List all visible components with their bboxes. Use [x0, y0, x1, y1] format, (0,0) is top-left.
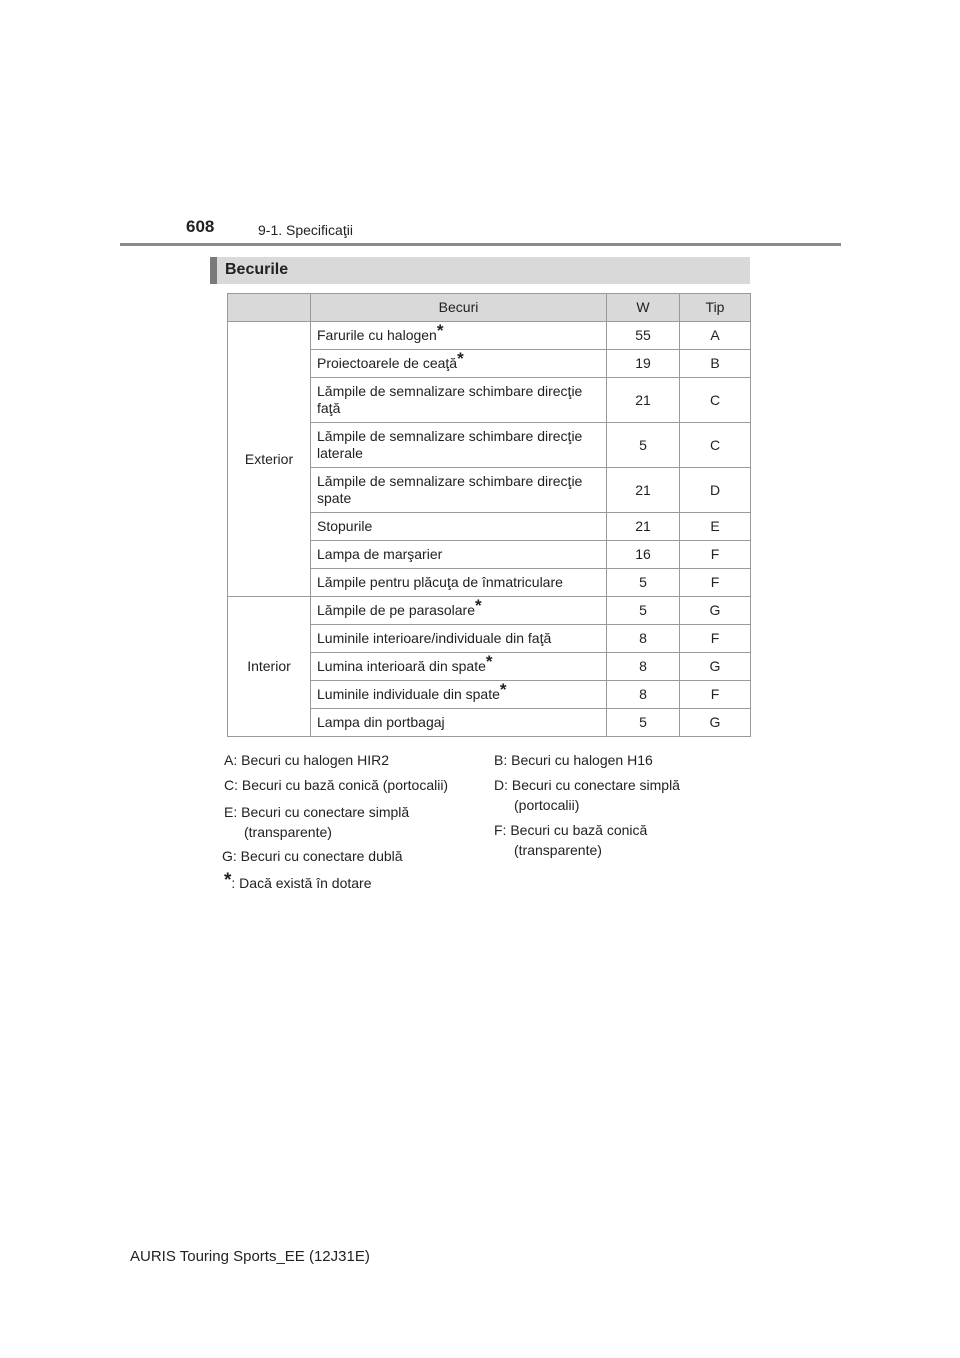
bulb-watts: 5 [607, 423, 680, 468]
asterisk-icon: * [224, 870, 232, 891]
bulb-name: Lumina interioară din spate* [311, 653, 607, 681]
bulb-watts: 21 [607, 378, 680, 423]
legend-d-line2: (portocalii) [514, 797, 580, 813]
bulb-name: Luminile individuale din spate* [311, 681, 607, 709]
bulb-name: Lampa din portbagaj [311, 709, 607, 737]
bulb-watts: 55 [607, 322, 680, 350]
bulb-watts: 8 [607, 625, 680, 653]
bulb-name: Lampa de marşarier [311, 541, 607, 569]
header-bulbs: Becuri [311, 294, 607, 322]
asterisk-icon: * [457, 349, 464, 368]
legend-f-line2: (transparente) [514, 842, 602, 858]
header-empty [228, 294, 311, 322]
asterisk-icon: * [499, 680, 507, 699]
asterisk-icon: * [475, 596, 482, 615]
legend-e-line1: E: Becuri cu conectare simplă [224, 804, 410, 820]
bulb-type: G [680, 597, 751, 625]
table-header-row [228, 294, 751, 322]
bulb-name: Lămpile de semnalizare schimbare direcţie faţă [311, 378, 607, 423]
bulb-type: C [680, 378, 751, 423]
asterisk-icon: * [436, 321, 444, 340]
footnote [224, 870, 371, 892]
bulb-name: Lămpile de pe parasolare* [311, 597, 607, 625]
bulbs-table [227, 293, 751, 737]
header-type: Tip [680, 294, 751, 322]
asterisk-icon: * [485, 652, 493, 671]
legend-d [494, 775, 680, 815]
legend-c: C: Becuri cu bază conică (portocalii) [224, 777, 449, 793]
legend-b: B: Becuri cu halogen H16 [494, 752, 653, 768]
bulb-watts: 16 [607, 541, 680, 569]
table-row [228, 322, 751, 350]
bulb-name: Lămpile de semnalizare schimbare direcţie laterale [311, 423, 607, 468]
bulb-name: Proiectoarele de ceaţă* [311, 350, 607, 378]
bulb-type: F [680, 569, 751, 597]
legend-d-line1: D: Becuri cu conectare simplă [494, 777, 680, 793]
bulb-watts: 5 [607, 709, 680, 737]
bulb-name: Luminile interioare/individuale din faţă [311, 625, 607, 653]
bulb-watts: 19 [607, 350, 680, 378]
bulb-name: Lămpile de semnalizare schimbare direcţie spate [311, 468, 607, 513]
group-interior: Interior [228, 597, 311, 737]
bulb-type: E [680, 513, 751, 541]
legend-g: G: Becuri cu conectare dublă [222, 848, 403, 864]
header-watts: W [607, 294, 680, 322]
footnote-text: : Dacă există în dotare [231, 875, 372, 891]
table-title: Becurile [225, 261, 289, 278]
bulb-type: G [680, 709, 751, 737]
legend-f-line1: F: Becuri cu bază conică [494, 822, 648, 838]
bulb-type: G [680, 653, 751, 681]
bulb-name: Lămpile pentru plăcuţa de înmatriculare [311, 569, 607, 597]
bulb-watts: 5 [607, 597, 680, 625]
bulb-watts: 21 [607, 513, 680, 541]
footer-model: AURIS Touring Sports_EE (12J31E) [130, 1248, 370, 1265]
bulb-watts: 5 [607, 569, 680, 597]
table-title-bar [210, 257, 750, 284]
bulb-name: Farurile cu halogen* [311, 322, 607, 350]
bulb-watts: 8 [607, 653, 680, 681]
bulb-watts: 8 [607, 681, 680, 709]
bulb-type: C [680, 423, 751, 468]
bulb-type: F [680, 681, 751, 709]
header-divider [120, 243, 841, 246]
table-row [228, 597, 751, 625]
bulb-name: Stopurile [311, 513, 607, 541]
bulb-watts: 21 [607, 468, 680, 513]
bulb-type: B [680, 350, 751, 378]
bulb-type: A [680, 322, 751, 350]
legend-e [224, 802, 409, 842]
bulb-type: D [680, 468, 751, 513]
group-exterior: Exterior [228, 322, 311, 597]
legend-e-line2: (transparente) [244, 824, 332, 840]
bulb-type: F [680, 541, 751, 569]
legend-f [494, 820, 647, 860]
page-number: 608 [186, 217, 215, 236]
legend-a: A: Becuri cu halogen HIR2 [224, 752, 389, 768]
bulb-type: F [680, 625, 751, 653]
section-title: 9-1. Specificaţii [258, 222, 353, 238]
